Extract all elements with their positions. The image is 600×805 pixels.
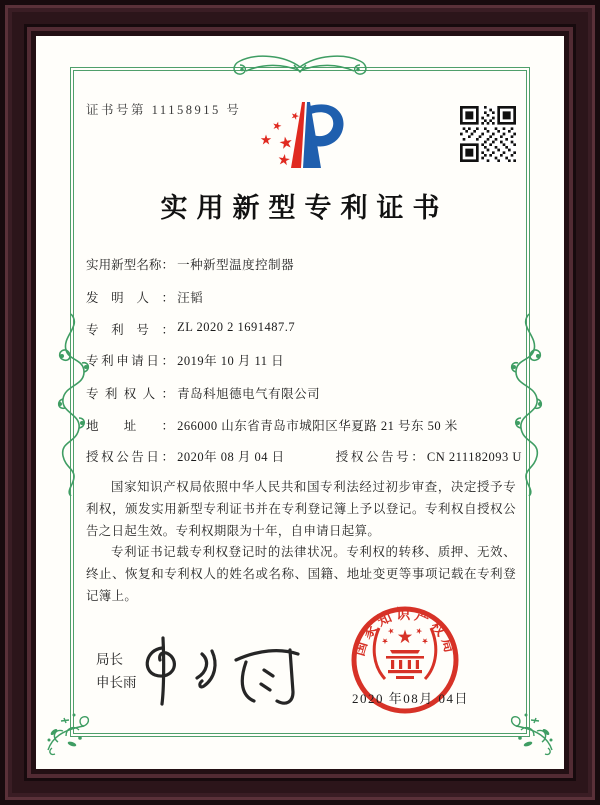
certificate-number: 证书号第 11158915 号 (86, 103, 242, 117)
field-label: 授权公告号： (335, 450, 424, 464)
signature-icon (128, 630, 318, 708)
bottom-left-floral-ornament-icon (44, 710, 90, 756)
field-row-filing-date (86, 351, 526, 369)
seal-date: 2020 年08月 04日 (352, 691, 470, 706)
official-seal-icon (335, 590, 475, 730)
qr-code (460, 106, 516, 162)
seal-ring-text: 国家知识产权局 (352, 607, 458, 658)
signer-name: 申长雨 (96, 675, 137, 690)
field-value: 一种新型温度控制器 (177, 258, 295, 272)
field-row-inventor (86, 288, 526, 306)
bottom-right-floral-ornament-icon (510, 710, 556, 756)
left-vine-ornament-icon (48, 312, 94, 497)
top-flourish-ornament-icon (222, 50, 378, 84)
field-row-address (86, 416, 526, 434)
field-label: 专利申请日： (86, 354, 174, 368)
field-row-name (86, 255, 526, 273)
field-value: CN 211182093 U (426, 450, 522, 464)
field-row-patentee (86, 384, 526, 402)
field-label: 授权公告日： (86, 450, 174, 464)
field-value: 2020年 08 月 04 日 (177, 450, 285, 464)
field-label: 专利权人： (86, 387, 174, 401)
national-emblem-icon (374, 627, 436, 679)
field-label: 实用新型名称： (86, 258, 174, 272)
field-row-patent-no (86, 320, 526, 338)
field-row-grant (86, 447, 526, 465)
field-value: 2019年 10 月 11 日 (177, 354, 285, 368)
field-value: 汪韬 (177, 291, 204, 305)
field-value: ZL 2020 2 1691487.7 (177, 320, 296, 334)
body-paragraph-1: 国家知识产权局依照中华人民共和国专利法经过初步审查，决定授予专利权，颁发实用新型专利证书并在专利登记簿上予以登记。专利权自授权公告之日起生效。专利权期限为十年，自申请日起算。 (86, 480, 516, 538)
body-paragraph-2: 专利证书记载专利权登记时的法律状况。专利权的转移、质押、无效、终止、恢复和专利权人的姓名或名称、国籍、地址变更等事项记载在专利登记簿上。 (86, 545, 516, 603)
cnipa-logo-icon (252, 94, 352, 178)
certificate-title: 实用新型专利证书 (160, 193, 449, 223)
field-value: 青岛科旭德电气有限公司 (177, 387, 321, 401)
signer-title: 局长 (96, 652, 123, 667)
field-label: 地址： (86, 419, 174, 433)
legal-text-block (86, 477, 516, 608)
field-label: 发明人： (86, 291, 174, 305)
right-vine-ornament-icon (506, 312, 552, 497)
field-label: 专利号： (86, 323, 174, 337)
field-value: 266000 山东省青岛市城阳区华夏路 21 号东 50 米 (177, 419, 458, 433)
